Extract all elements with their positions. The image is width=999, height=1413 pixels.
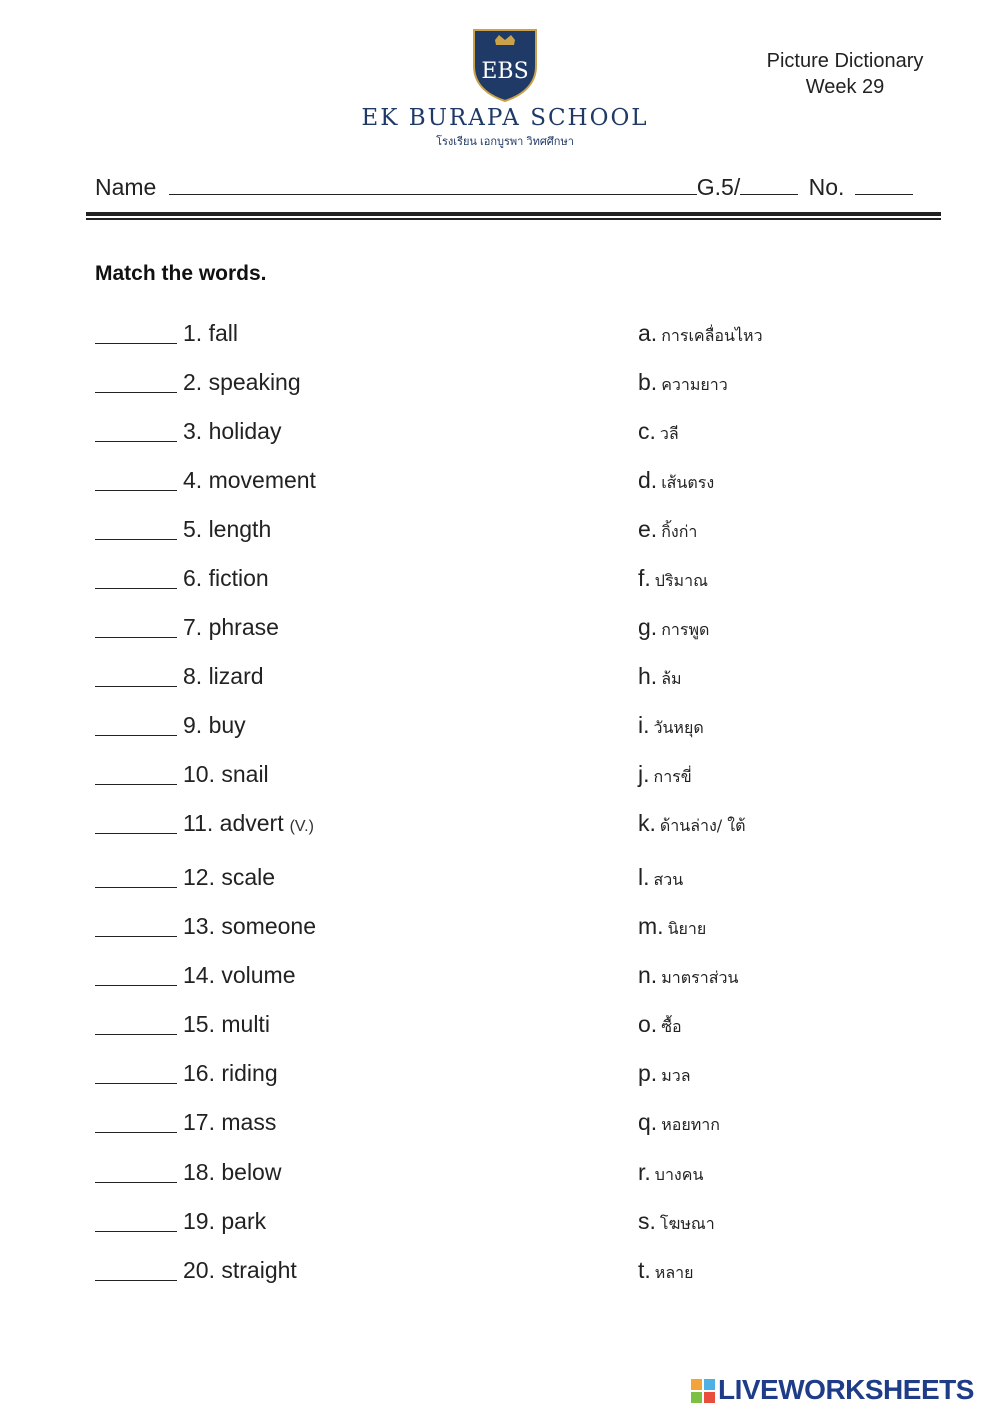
option-item	[638, 1109, 720, 1139]
answer-blank[interactable]	[95, 1279, 177, 1281]
option-thai-meaning: ล้ม	[661, 669, 682, 688]
option-item	[638, 467, 714, 497]
option-thai-meaning: มาตราส่วน	[661, 968, 739, 987]
word-label: 3. holiday	[183, 418, 282, 444]
header-divider	[86, 212, 941, 216]
option-letter: t.	[638, 1257, 651, 1283]
option-letter: j.	[638, 761, 650, 787]
option-letter: k.	[638, 810, 656, 836]
option-item	[638, 1011, 682, 1041]
word-item	[95, 1011, 270, 1041]
option-letter: h.	[638, 663, 658, 689]
school-name: EK BURAPA SCHOOL	[361, 105, 649, 131]
word-label: 16. riding	[183, 1060, 278, 1086]
answer-blank[interactable]	[95, 1033, 177, 1035]
word-label: 19. park	[183, 1208, 267, 1234]
option-item	[638, 663, 682, 693]
answer-blank[interactable]	[95, 886, 177, 888]
answer-blank[interactable]	[95, 636, 177, 638]
option-letter: r.	[638, 1159, 651, 1185]
option-thai-meaning: ซื้อ	[661, 1017, 682, 1036]
option-thai-meaning: การเคลื่อนไหว	[661, 326, 763, 345]
word-item	[95, 1208, 266, 1238]
answer-blank[interactable]	[95, 734, 177, 736]
word-label: 13. someone	[183, 913, 316, 939]
word-item	[95, 913, 316, 943]
answer-blank[interactable]	[95, 342, 177, 344]
option-thai-meaning: วลี	[659, 424, 679, 443]
option-item	[638, 962, 738, 992]
grade-label: G.5/	[696, 174, 741, 200]
option-thai-meaning: มวล	[661, 1066, 691, 1085]
answer-blank[interactable]	[95, 489, 177, 491]
brand-name: LIVEWORKSHEETS	[718, 1374, 974, 1405]
option-item	[638, 565, 708, 595]
word-item	[95, 516, 271, 546]
option-letter: c.	[638, 418, 656, 444]
option-item	[638, 1208, 715, 1238]
number-blank[interactable]	[855, 174, 913, 195]
option-item	[638, 1060, 691, 1090]
answer-blank[interactable]	[95, 935, 177, 937]
option-letter: f.	[638, 565, 651, 591]
word-label: 18. below	[183, 1159, 282, 1185]
answer-blank[interactable]	[95, 440, 177, 442]
word-label: 2. speaking	[183, 369, 301, 395]
option-thai-meaning: สวน	[653, 870, 684, 889]
option-letter: q.	[638, 1109, 658, 1135]
option-letter: g.	[638, 614, 658, 640]
word-label: 8. lizard	[183, 663, 264, 689]
word-item	[95, 467, 316, 497]
word-label: 14. volume	[183, 962, 296, 988]
answer-blank[interactable]	[95, 1230, 177, 1232]
word-item	[95, 418, 281, 448]
option-item	[638, 810, 745, 840]
option-item	[638, 712, 704, 742]
option-letter: b.	[638, 369, 658, 395]
worksheet-week: Week 29	[805, 76, 885, 98]
word-label: 6. fiction	[183, 565, 269, 591]
option-letter: o.	[638, 1011, 658, 1037]
name-blank[interactable]	[169, 174, 697, 195]
option-letter: e.	[638, 516, 658, 542]
worksheet-title: Picture Dictionary	[766, 50, 924, 72]
word-label: 10. snail	[183, 761, 269, 787]
word-label: 17. mass	[183, 1109, 277, 1135]
part-of-speech: (V.)	[289, 818, 314, 835]
word-item	[95, 810, 314, 840]
word-item	[95, 1159, 281, 1189]
option-item	[638, 418, 679, 448]
option-letter: a.	[638, 320, 658, 346]
worksheet-title-block	[740, 48, 950, 100]
instruction: Match the words.	[95, 262, 267, 285]
school-thai-name: โรงเรียน เอกบูรพา วิทศศึกษา	[436, 136, 574, 148]
word-item	[95, 614, 279, 644]
option-thai-meaning: นิยาย	[667, 919, 707, 938]
option-item	[638, 761, 692, 791]
option-thai-meaning: หอยทาก	[661, 1115, 720, 1134]
option-item	[638, 614, 709, 644]
option-item	[638, 369, 728, 399]
word-label: 5. length	[183, 516, 272, 542]
option-letter: d.	[638, 467, 658, 493]
option-item	[638, 1257, 694, 1287]
svg-text:EBS: EBS	[481, 59, 529, 84]
option-item	[638, 913, 706, 943]
answer-blank[interactable]	[95, 538, 177, 540]
answer-blank[interactable]	[95, 391, 177, 393]
brand-blocks-icon	[690, 1378, 716, 1404]
answer-blank[interactable]	[95, 832, 177, 834]
word-item	[95, 565, 269, 595]
word-item	[95, 761, 269, 791]
word-label: 7. phrase	[183, 614, 279, 640]
option-thai-meaning: วันหยุด	[653, 718, 704, 737]
option-thai-meaning: กิ้งก่า	[661, 522, 698, 541]
name-label: Name	[95, 174, 157, 200]
option-item	[638, 864, 683, 894]
word-label: 12. scale	[183, 864, 276, 890]
answer-blank[interactable]	[95, 1131, 177, 1133]
option-thai-meaning: เส้นตรง	[661, 473, 715, 492]
option-thai-meaning: การขี่	[653, 767, 692, 786]
answer-blank[interactable]	[95, 685, 177, 687]
student-info-line	[95, 174, 935, 201]
word-label: 4. movement	[183, 467, 316, 493]
word-item	[95, 369, 301, 399]
option-thai-meaning: การพูด	[661, 620, 710, 639]
option-letter: i.	[638, 712, 650, 738]
word-item	[95, 663, 264, 693]
word-label: 11. advert	[183, 810, 284, 836]
number-label: No.	[808, 174, 845, 200]
option-letter: s.	[638, 1208, 656, 1234]
option-thai-meaning: โฆษณา	[659, 1214, 715, 1233]
option-letter: p.	[638, 1060, 658, 1086]
word-item	[95, 1060, 278, 1090]
word-label: 9. buy	[183, 712, 246, 738]
grade-blank[interactable]	[740, 174, 798, 195]
school-logo	[360, 22, 650, 152]
answer-blank[interactable]	[95, 1181, 177, 1183]
option-thai-meaning: หลาย	[654, 1263, 694, 1282]
answer-blank[interactable]	[95, 1082, 177, 1084]
answer-blank[interactable]	[95, 984, 177, 986]
option-item	[638, 516, 697, 546]
option-letter: l.	[638, 864, 650, 890]
crest-monogram	[470, 26, 540, 102]
word-item	[95, 864, 275, 894]
answer-blank[interactable]	[95, 587, 177, 589]
word-item	[95, 1257, 297, 1287]
option-letter: m.	[638, 913, 664, 939]
word-label: 15. multi	[183, 1011, 270, 1037]
word-item	[95, 712, 246, 742]
word-item	[95, 320, 238, 350]
option-thai-meaning: ความยาว	[661, 375, 728, 394]
word-item	[95, 1109, 276, 1139]
option-thai-meaning: ปริมาณ	[654, 571, 708, 590]
option-thai-meaning: บางคน	[654, 1165, 704, 1184]
word-item	[95, 962, 296, 992]
answer-blank[interactable]	[95, 783, 177, 785]
option-item	[638, 320, 763, 350]
option-letter: n.	[638, 962, 658, 988]
word-label: 1. fall	[183, 320, 238, 346]
option-thai-meaning: ด้านล่าง/ ใต้	[659, 816, 746, 835]
header-divider-thin	[86, 218, 941, 220]
word-label: 20. straight	[183, 1257, 297, 1283]
option-item	[638, 1159, 703, 1189]
